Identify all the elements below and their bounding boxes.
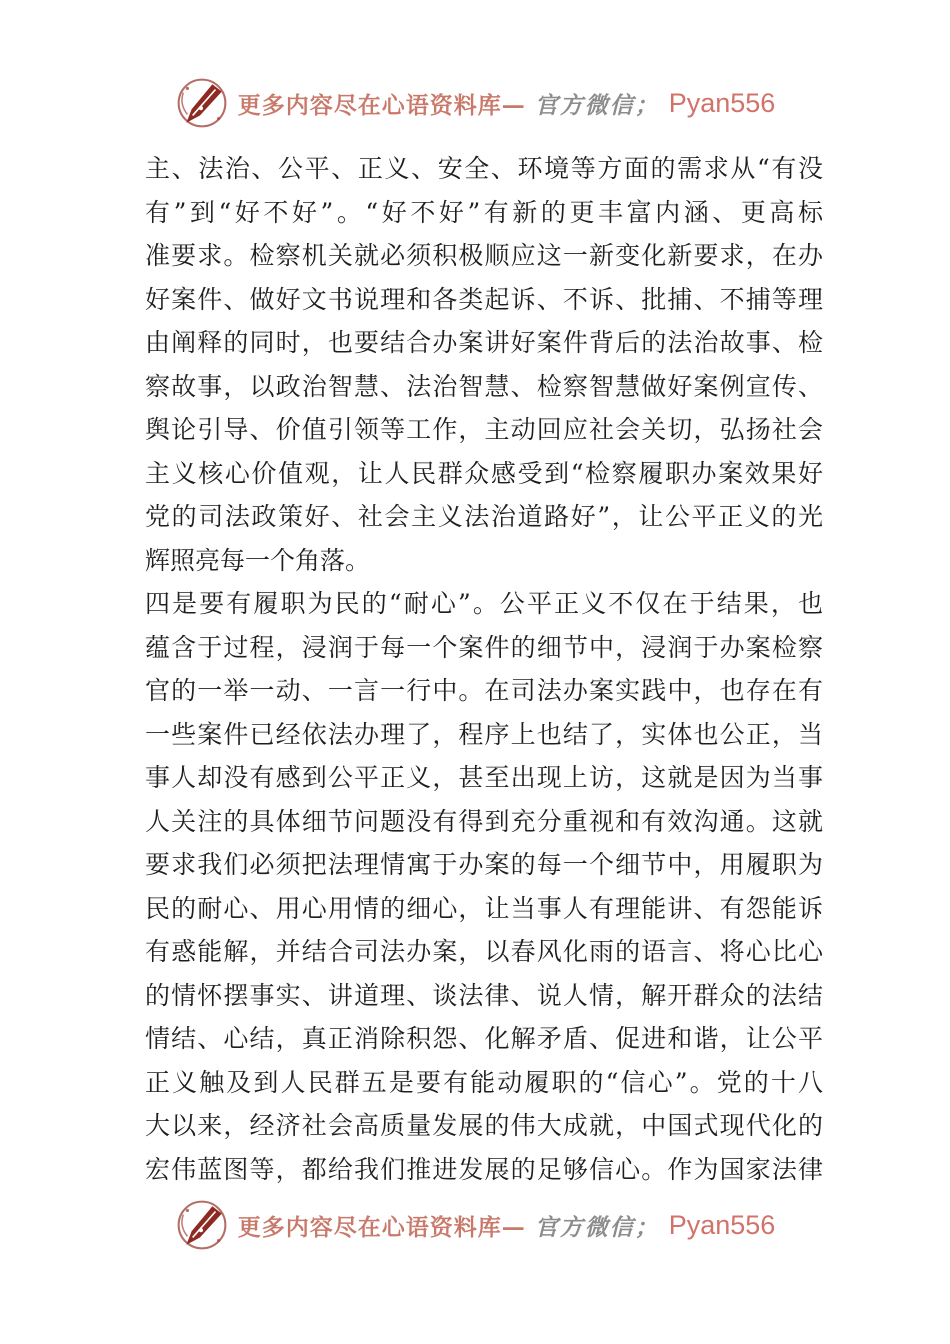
- document-line: 的情怀摆事实、讲道理、谈法律、说人情，解开群众的法结: [145, 980, 823, 1010]
- document-line: 有惑能解，并结合司法办案，以春风化雨的语言、将心比心: [145, 937, 823, 966]
- watermark-brand-text: 更多内容尽在心语资料库—: [237, 1213, 526, 1241]
- document-lines: [145, 147, 823, 1191]
- document-line: 事人却没有感到公平正义，甚至出现上访，这就是因为当事: [145, 763, 823, 792]
- document-line: 辉照亮每一个角落。: [145, 545, 371, 575]
- header-watermark: [0, 74, 950, 132]
- document-line: 好案件、做好文书说理和各类起诉、不诉、批捕、不捕等理: [145, 284, 823, 314]
- document-line: 党的司法政策好、社会主义法治道路好”，让公平正义的光: [145, 502, 823, 531]
- document-line: 要求我们必须把法理情寓于办案的每一个细节中，用履职为: [145, 850, 823, 879]
- document-line: 蕴含于过程，浸润于每一个案件的细节中，浸润于办案检察: [145, 632, 823, 662]
- document-line: 一些案件已经依法办理了，程序上也结了，实体也公正，当: [145, 719, 823, 749]
- watermark-official-wechat-label: 官方微信；: [534, 91, 660, 119]
- document-line: 察故事，以政治智慧、法治智慧、检察智慧做好案例宣传、: [145, 371, 823, 401]
- document-line: 由阐释的同时，也要结合办案讲好案件背后的法治故事、检: [145, 328, 823, 357]
- pen-circle-logo-icon: [175, 1198, 229, 1252]
- document-line: 情结、心结，真正消除积怨、化解矛盾、促进和谐，让公平: [145, 1024, 823, 1053]
- document-line: 主义核心价值观，让人民群众感受到“检察履职办案效果好: [145, 458, 823, 488]
- document-line: 主、法治、公平、正义、安全、环境等方面的需求从“有没: [145, 154, 823, 183]
- document-line: 人关注的具体细节问题没有得到充分重视和有效沟通。这就: [145, 806, 823, 836]
- document-line: 准要求。检察机关就必须积极顺应这一新变化新要求，在办: [145, 241, 823, 270]
- document-line: 宏伟蓝图等，都给我们推进发展的足够信心。作为国家法律: [145, 1154, 823, 1184]
- document-line: 正义触及到人民群五是要有能动履职的“信心”。党的十八: [145, 1067, 823, 1097]
- document-line: 有”到“好不好”。“好不好”有新的更丰富内涵、更高标: [145, 197, 823, 227]
- document-body: [145, 147, 823, 1191]
- document-line: 四是要有履职为民的“耐心”。公平正义不仅在于结果，也: [145, 589, 823, 618]
- watermark-official-wechat-label: 官方微信；: [534, 1213, 660, 1241]
- watermark-brand-text: 更多内容尽在心语资料库—: [237, 91, 526, 119]
- document-line: 大以来，经济社会高质量发展的伟大成就，中国式现代化的: [145, 1111, 823, 1140]
- document-line: 官的一举一动、一言一行中。在司法办案实践中，也存在有: [145, 676, 823, 705]
- footer-watermark: [0, 1196, 950, 1254]
- watermark-wechat-account-id: Pyan556: [668, 1209, 776, 1240]
- pen-circle-logo-icon: [175, 76, 229, 130]
- document-line: 舆论引导、价值引领等工作，主动回应社会关切，弘扬社会: [145, 415, 823, 444]
- document-line: 民的耐心、用心用情的细心，让当事人有理能讲、有怨能诉: [145, 893, 823, 923]
- watermark-wechat-account-id: Pyan556: [668, 87, 776, 118]
